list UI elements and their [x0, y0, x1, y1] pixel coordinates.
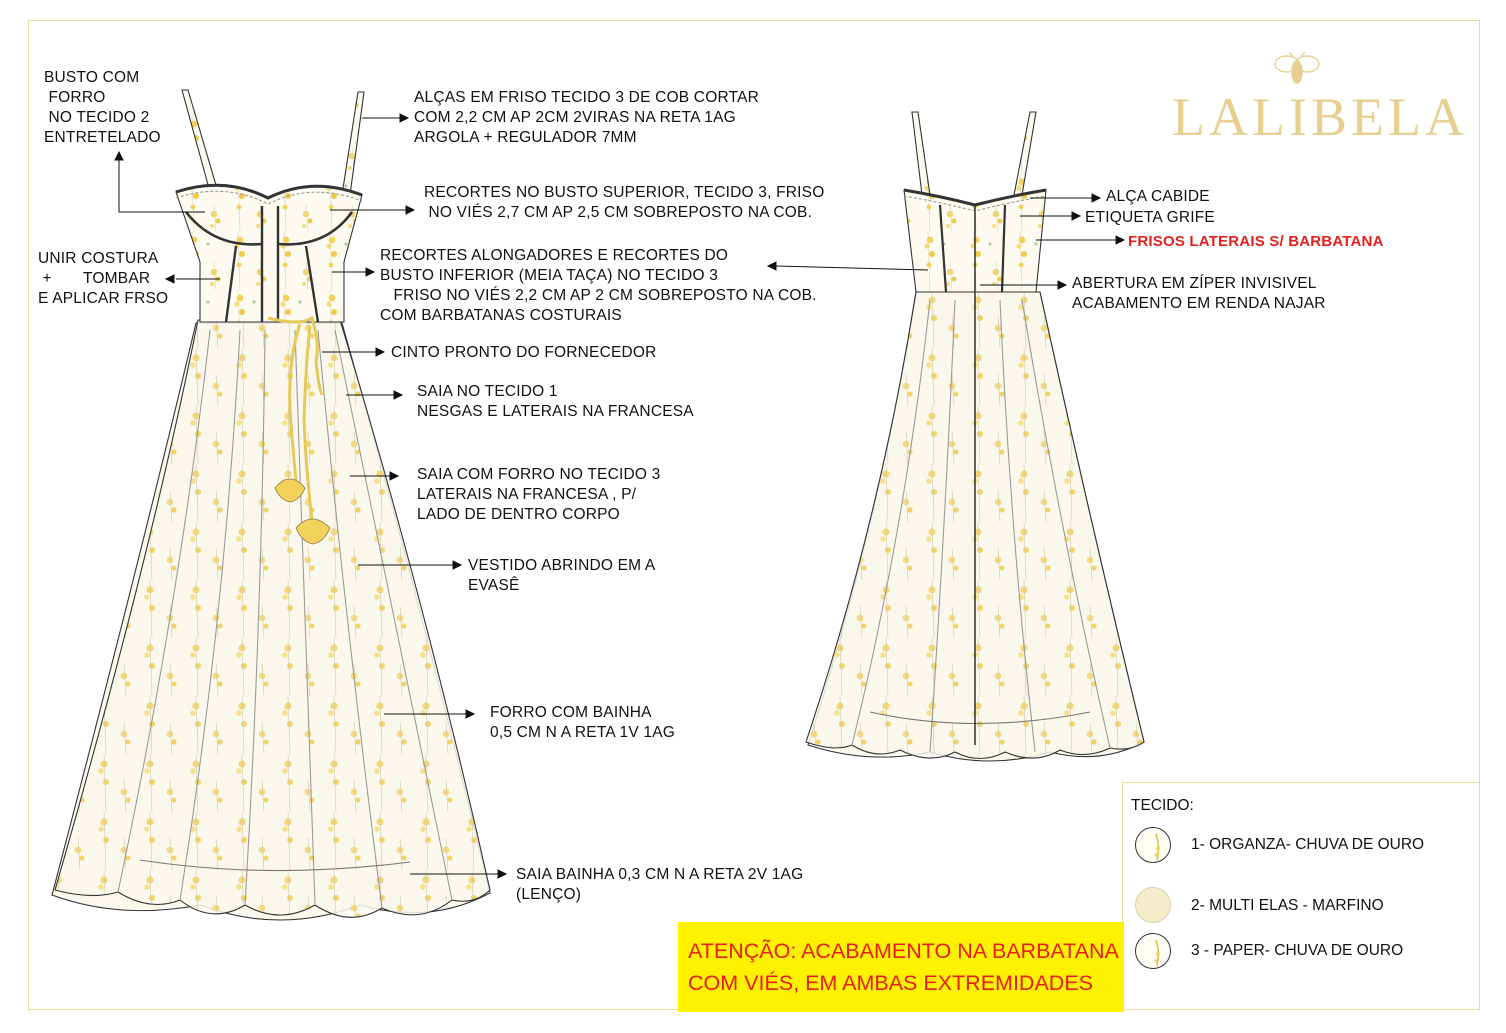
label-vestido-abrindo: VESTIDO ABRINDO EM A EVASÊ	[468, 557, 656, 594]
label-unir-costura: UNIR COSTURA + TOMBAR E APLICAR FRSO	[38, 250, 169, 307]
paper-swatch-icon	[1135, 933, 1171, 969]
legend-title: TECIDO:	[1131, 797, 1194, 814]
label-saia-bainha: SAIA BAINHA 0,3 CM N A RETA 2V 1AG (LENÇO)	[516, 866, 804, 903]
label-alca-cabide: ALÇA CABIDE	[1106, 188, 1210, 205]
label-etiqueta: ETIQUETA GRIFE	[1085, 209, 1215, 226]
organza-swatch-icon	[1135, 827, 1171, 863]
label-recortes-alongadores: RECORTES ALONGADORES E RECORTES DO BUSTO INFERIOR (MEIA TAÇA) NO TECIDO 3 FRISO NO VIÉS 2,2 CM AP 2 CM SOBREPOSTO NA COB. COM BARBATANAS COSTURAIS	[380, 247, 817, 324]
fabric-legend	[1122, 782, 1480, 1010]
label-recortes-superior: RECORTES NO BUSTO SUPERIOR, TECIDO 3, FRISO NO VIÉS 2,7 CM AP 2,5 CM SOBREPOSTO NA COB.	[424, 184, 825, 221]
legend-item-label: 2- MULTI ELAS - MARFINO	[1191, 897, 1384, 914]
warning-line-2: COM VIÉS, EM AMBAS EXTREMIDADES	[688, 971, 1093, 995]
label-abertura-ziper: ABERTURA EM ZÍPER INVISIVEL ACABAMENTO EM RENDA NAJAR	[1072, 275, 1326, 312]
bee-icon	[1273, 52, 1321, 88]
label-saia-forro: SAIA COM FORRO NO TECIDO 3 LATERAIS NA FRANCESA , P/ LADO DE DENTRO CORPO	[417, 466, 661, 523]
brand-logo: LALIBELA	[1172, 87, 1468, 147]
label-cinto: CINTO PRONTO DO FORNECEDOR	[391, 344, 657, 361]
warning-box	[678, 922, 1124, 1012]
label-forro-bainha: FORRO COM BAINHA 0,5 CM N A RETA 1V 1AG	[490, 704, 676, 741]
legend-item-label: 3 - PAPER- CHUVA DE OURO	[1191, 942, 1404, 959]
label-frisos-laterais: FRISOS LATERAIS S/ BARBATANA	[1128, 233, 1384, 250]
label-alcas: ALÇAS EM FRISO TECIDO 3 DE COB CORTAR COM 2,2 CM AP 2CM 2VIRAS NA RETA 1AG ARGOLA + REGULADOR 7MM	[414, 89, 760, 146]
label-busto-forro: BUSTO COM FORRO NO TECIDO 2 ENTRETELADO	[44, 69, 161, 146]
multi-elas-swatch-icon	[1135, 887, 1171, 923]
warning-line-1: ATENÇÃO: ACABAMENTO NA BARBATANA	[688, 939, 1119, 963]
label-saia-tecido1: SAIA NO TECIDO 1 NESGAS E LATERAIS NA FRANCESA	[417, 383, 694, 420]
legend-item-label: 1- ORGANZA- CHUVA DE OURO	[1191, 836, 1425, 853]
